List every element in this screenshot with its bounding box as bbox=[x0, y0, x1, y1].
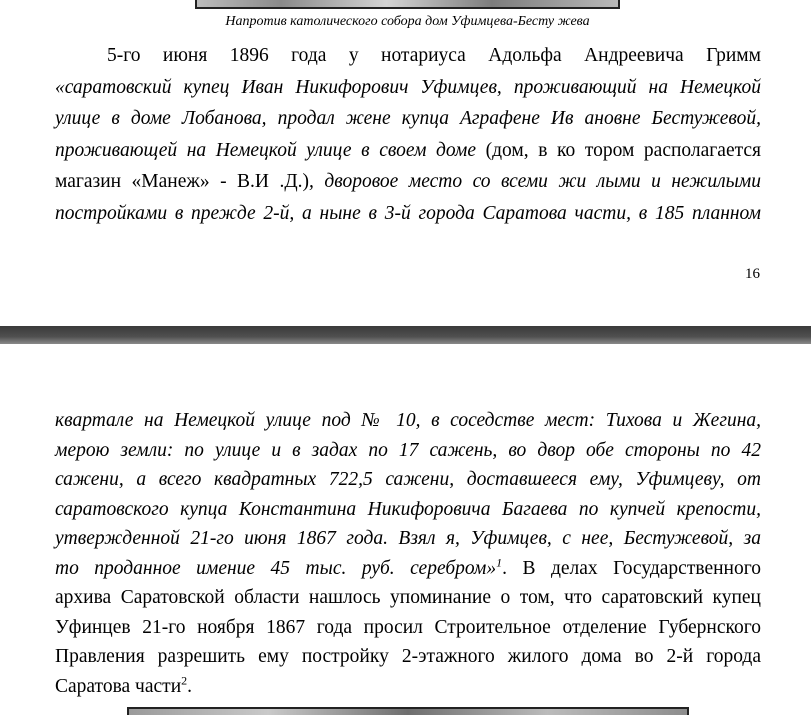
text-line: «саратовский купец Иван Никифорович Уфимцев, проживающий на Немецкой bbox=[55, 76, 761, 98]
text-line: улице в доме Лобанова, продал жене купца Аграфене Ив ановне Бестужевой, bbox=[55, 108, 761, 129]
page1-paragraph bbox=[55, 40, 761, 229]
text-line: сажени, а всего квадратных 722,5 сажени, доставшееся ему, Уфимцеву, от bbox=[55, 469, 761, 490]
text-line: проживающей на Немецкой улице в своем доме (дом, в ко тором располагается bbox=[55, 139, 761, 161]
page2-paragraph bbox=[55, 406, 761, 701]
page-number: 16 bbox=[745, 266, 760, 282]
photo-fragment-bottom bbox=[127, 707, 689, 715]
text-line: постройками в прежде 2-й, а ныне в 3-й города Саратова части, в 185 планном bbox=[55, 202, 761, 224]
photo-fragment-top bbox=[195, 0, 620, 9]
text-line: мерою земли: по улице и в задах по 17 сажень, во двор обе стороны по 42 bbox=[55, 439, 761, 461]
text-line: саратовского купца Константина Никифоровича Багаева по купчей крепости, bbox=[55, 498, 761, 520]
text-line: Уфинцев 21-го ноября 1867 года просил Строительное отделение Губернского bbox=[55, 616, 761, 638]
text-line: Саратова части$^2$. bbox=[55, 673, 193, 697]
footnote-ref[interactable]: 2 bbox=[181, 673, 188, 687]
text-line: магазин «Манеж» - В.И .Д.), дворовое место со всеми жи лыми и нежилыми bbox=[55, 171, 761, 192]
page-separator bbox=[0, 326, 811, 344]
text-line: то проданное имение 45 тыс. руб. серебром»$^1$. В делах Государственного bbox=[55, 555, 761, 579]
text-line: квартале на Немецкой улице под № 10, в соседстве мест: Тихова и Жегина, bbox=[55, 410, 761, 431]
text-line: 5-го июня 1896 года у нотариуса Адольфа Андреевича Гримм bbox=[107, 45, 761, 66]
footnote-ref[interactable]: 1 bbox=[496, 555, 503, 569]
text-line: архива Саратовской области нашлось упоминание о том, что саратовский купец bbox=[55, 587, 761, 608]
photo-caption: Напротив католического собора дом Уфимцева-Бесту жева bbox=[225, 14, 590, 29]
text-line: Правления разрешить ему постройку 2-этажного жилого дома во 2-й города bbox=[55, 646, 761, 667]
text-line: утвержденной 21-го июня 1867 года. Взял я, Уфимцев, с нее, Бестужевой, за bbox=[55, 528, 761, 549]
